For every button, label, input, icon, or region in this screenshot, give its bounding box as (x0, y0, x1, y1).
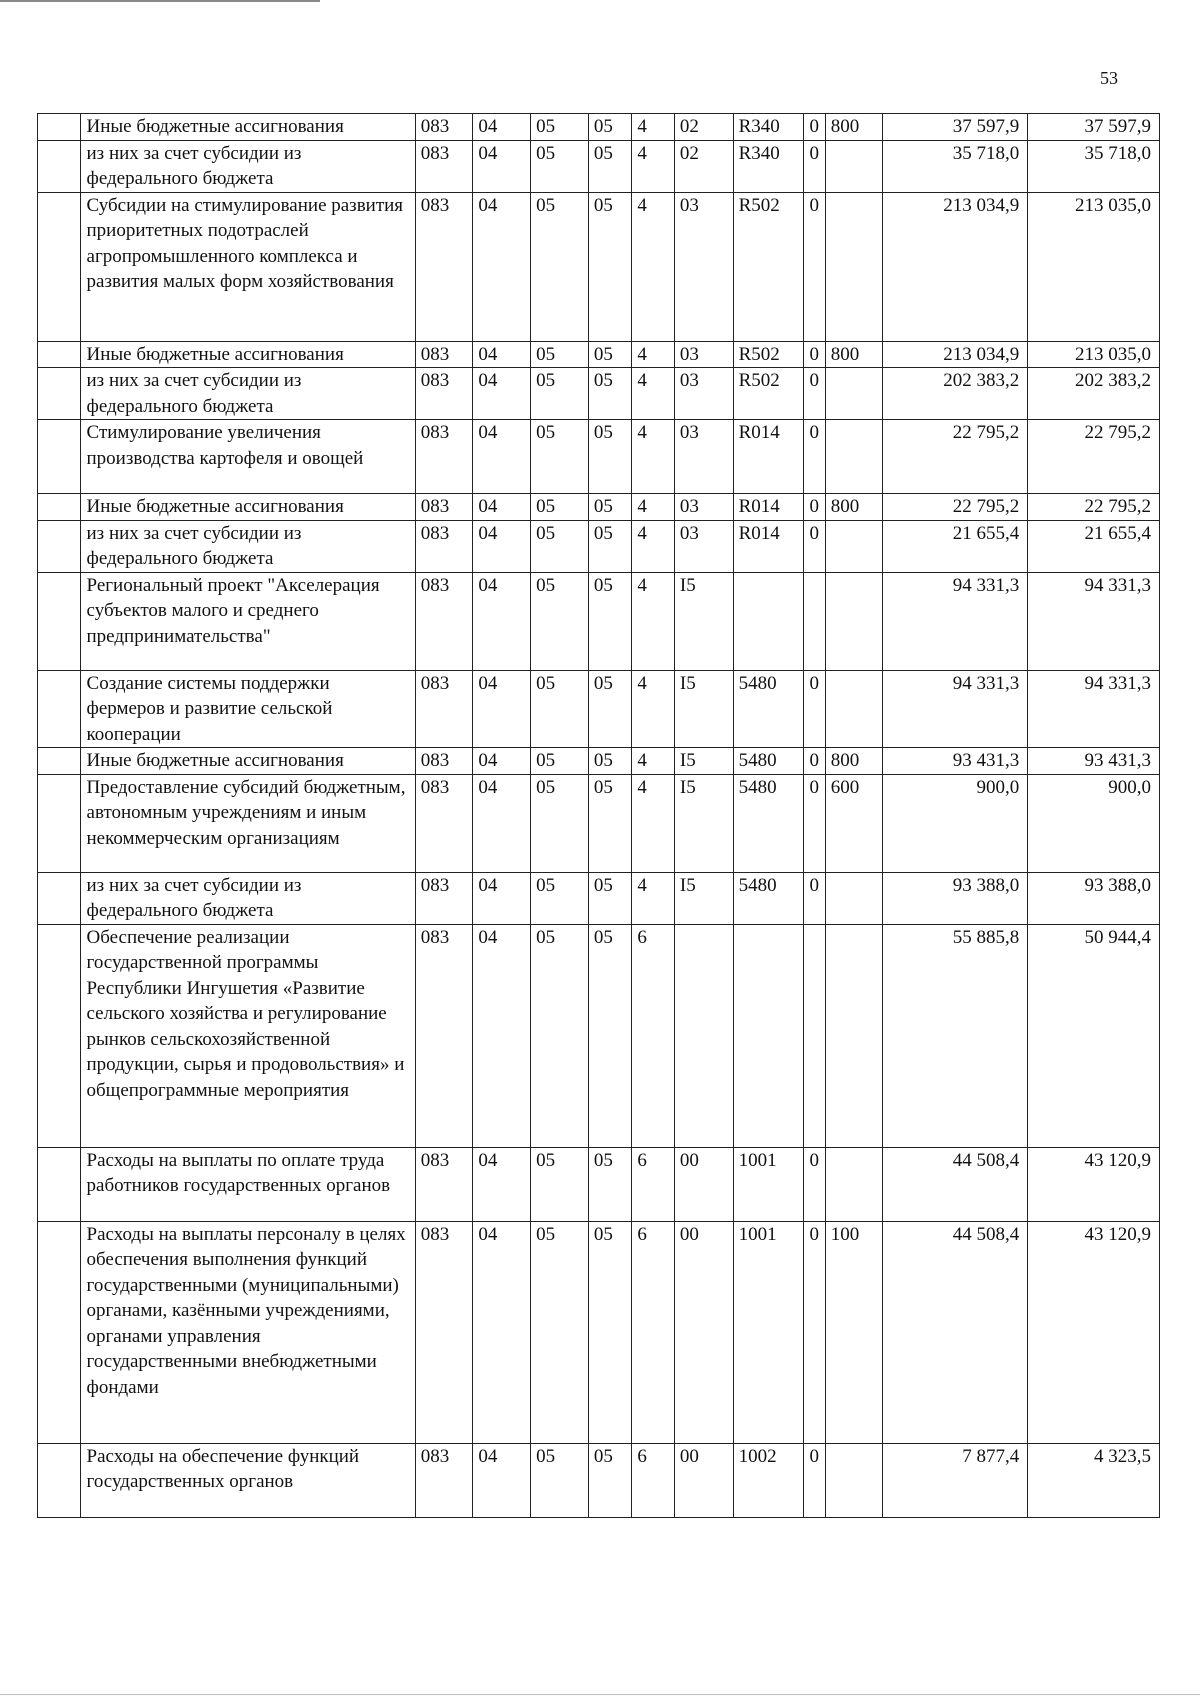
vr-code-cell (825, 1147, 883, 1221)
amount-year2-cell: 43 120,9 (1028, 1147, 1160, 1221)
gr-code-cell: 083 (415, 670, 473, 748)
expense-name-cell: Стимулирование увеличения производства картофеля и овощей (80, 420, 415, 494)
amount-year1-cell: 55 885,8 (883, 924, 1028, 1147)
pr-code-cell: 05 (531, 140, 589, 192)
row-number-cell (38, 494, 81, 521)
rz-code-cell: 04 (473, 872, 531, 924)
direction-code-cell: R502 (733, 341, 804, 368)
vr-code-cell (825, 520, 883, 572)
row-number-cell (38, 872, 81, 924)
amount-year1-cell: 7 877,4 (883, 1443, 1028, 1517)
vr-code-cell (825, 1443, 883, 1517)
amount-year1-cell: 213 034,9 (883, 192, 1028, 341)
expense-name-cell: Обеспечение реализации государственной программы Республики Ингушетия «Развитие сельского хозяйства и регулирование рынков сельскохозяйственной продукции, сырья и продовольствия» и общепрограммные мероприятия (80, 924, 415, 1147)
table-row (38, 774, 1160, 872)
pr-code-cell: 05 (531, 774, 589, 872)
sub-direction-code-cell (804, 572, 825, 670)
table-row (38, 341, 1160, 368)
event-code-cell: 02 (674, 114, 733, 141)
gr-code-cell: 083 (415, 494, 473, 521)
direction-code-cell: R014 (733, 494, 804, 521)
budget-table-body (38, 114, 1160, 1518)
vr-code-cell: 800 (825, 114, 883, 141)
program-code-cell: 05 (588, 1443, 632, 1517)
event-code-cell: 00 (674, 1147, 733, 1221)
program-code-cell: 05 (588, 114, 632, 141)
direction-code-cell: R340 (733, 140, 804, 192)
amount-year2-cell: 43 120,9 (1028, 1221, 1160, 1443)
rz-code-cell: 04 (473, 114, 531, 141)
vr-code-cell: 800 (825, 341, 883, 368)
pr-code-cell: 05 (531, 1221, 589, 1443)
gr-code-cell: 083 (415, 140, 473, 192)
program-code-cell: 05 (588, 924, 632, 1147)
pr-code-cell: 05 (531, 114, 589, 141)
table-row (38, 572, 1160, 670)
program-code-cell: 05 (588, 774, 632, 872)
gr-code-cell: 083 (415, 368, 473, 420)
rz-code-cell: 04 (473, 924, 531, 1147)
row-number-cell (38, 140, 81, 192)
amount-year2-cell: 93 431,3 (1028, 748, 1160, 775)
amount-year1-cell: 900,0 (883, 774, 1028, 872)
gr-code-cell: 083 (415, 872, 473, 924)
amount-year2-cell: 37 597,9 (1028, 114, 1160, 141)
budget-table (37, 113, 1160, 1518)
row-number-cell (38, 748, 81, 775)
gr-code-cell: 083 (415, 572, 473, 670)
subprogram-code-cell: 6 (632, 1147, 675, 1221)
rz-code-cell: 04 (473, 420, 531, 494)
amount-year1-cell: 22 795,2 (883, 494, 1028, 521)
vr-code-cell (825, 420, 883, 494)
sub-direction-code-cell: 0 (804, 420, 825, 494)
program-code-cell: 05 (588, 368, 632, 420)
program-code-cell: 05 (588, 872, 632, 924)
program-code-cell: 05 (588, 748, 632, 775)
amount-year2-cell: 213 035,0 (1028, 341, 1160, 368)
event-code-cell: I5 (674, 774, 733, 872)
gr-code-cell: 083 (415, 420, 473, 494)
table-row (38, 420, 1160, 494)
gr-code-cell: 083 (415, 1443, 473, 1517)
pr-code-cell: 05 (531, 670, 589, 748)
program-code-cell: 05 (588, 670, 632, 748)
sub-direction-code-cell: 0 (804, 1443, 825, 1517)
direction-code-cell: 5480 (733, 774, 804, 872)
table-row (38, 114, 1160, 141)
program-code-cell: 05 (588, 192, 632, 341)
rz-code-cell: 04 (473, 1443, 531, 1517)
gr-code-cell: 083 (415, 748, 473, 775)
program-code-cell: 05 (588, 572, 632, 670)
amount-year1-cell: 21 655,4 (883, 520, 1028, 572)
expense-name-cell: Расходы на выплаты персоналу в целях обеспечения выполнения функций государственными (муниципальными) органами, казёнными учреждениями, органами управления государственными внебюджетными фондами (80, 1221, 415, 1443)
subprogram-code-cell: 4 (632, 368, 675, 420)
amount-year2-cell: 4 323,5 (1028, 1443, 1160, 1517)
direction-code-cell: R502 (733, 368, 804, 420)
rz-code-cell: 04 (473, 774, 531, 872)
subprogram-code-cell: 4 (632, 670, 675, 748)
event-code-cell: 03 (674, 520, 733, 572)
program-code-cell: 05 (588, 420, 632, 494)
subprogram-code-cell: 6 (632, 1221, 675, 1443)
expense-name-cell: Иные бюджетные ассигнования (80, 114, 415, 141)
pr-code-cell: 05 (531, 872, 589, 924)
sub-direction-code-cell: 0 (804, 520, 825, 572)
vr-code-cell (825, 368, 883, 420)
expense-name-cell: из них за счет субсидии из федерального бюджета (80, 872, 415, 924)
vr-code-cell (825, 872, 883, 924)
rz-code-cell: 04 (473, 670, 531, 748)
row-number-cell (38, 774, 81, 872)
event-code-cell: 03 (674, 192, 733, 341)
sub-direction-code-cell: 0 (804, 140, 825, 192)
table-row (38, 494, 1160, 521)
amount-year1-cell: 93 431,3 (883, 748, 1028, 775)
table-row (38, 520, 1160, 572)
amount-year2-cell: 22 795,2 (1028, 420, 1160, 494)
table-row (38, 670, 1160, 748)
subprogram-code-cell: 4 (632, 140, 675, 192)
row-number-cell (38, 114, 81, 141)
direction-code-cell: 1002 (733, 1443, 804, 1517)
rz-code-cell: 04 (473, 748, 531, 775)
expense-name-cell: из них за счет субсидии из федерального бюджета (80, 368, 415, 420)
row-number-cell (38, 1221, 81, 1443)
table-row (38, 1221, 1160, 1443)
vr-code-cell (825, 140, 883, 192)
row-number-cell (38, 670, 81, 748)
subprogram-code-cell: 4 (632, 341, 675, 368)
direction-code-cell (733, 572, 804, 670)
rz-code-cell: 04 (473, 1147, 531, 1221)
program-code-cell: 05 (588, 520, 632, 572)
expense-name-cell: из них за счет субсидии из федерального бюджета (80, 520, 415, 572)
subprogram-code-cell: 4 (632, 420, 675, 494)
pr-code-cell: 05 (531, 494, 589, 521)
amount-year2-cell: 21 655,4 (1028, 520, 1160, 572)
amount-year1-cell: 37 597,9 (883, 114, 1028, 141)
table-row (38, 1147, 1160, 1221)
pr-code-cell: 05 (531, 341, 589, 368)
amount-year1-cell: 213 034,9 (883, 341, 1028, 368)
direction-code-cell: R014 (733, 420, 804, 494)
sub-direction-code-cell: 0 (804, 774, 825, 872)
vr-code-cell (825, 924, 883, 1147)
rz-code-cell: 04 (473, 520, 531, 572)
gr-code-cell: 083 (415, 1147, 473, 1221)
gr-code-cell: 083 (415, 1221, 473, 1443)
amount-year1-cell: 22 795,2 (883, 420, 1028, 494)
subprogram-code-cell: 4 (632, 114, 675, 141)
rz-code-cell: 04 (473, 368, 531, 420)
table-row (38, 748, 1160, 775)
event-code-cell: 00 (674, 1443, 733, 1517)
row-number-cell (38, 572, 81, 670)
direction-code-cell: 5480 (733, 748, 804, 775)
row-number-cell (38, 924, 81, 1147)
event-code-cell: 03 (674, 494, 733, 521)
amount-year2-cell: 94 331,3 (1028, 670, 1160, 748)
expense-name-cell: Субсидии на стимулирование развития приоритетных подотраслей агропромышленного комплекса и развития малых форм хозяйствования (80, 192, 415, 341)
pr-code-cell: 05 (531, 420, 589, 494)
sub-direction-code-cell: 0 (804, 114, 825, 141)
direction-code-cell: 1001 (733, 1147, 804, 1221)
subprogram-code-cell: 4 (632, 872, 675, 924)
rz-code-cell: 04 (473, 140, 531, 192)
row-number-cell (38, 1147, 81, 1221)
pr-code-cell: 05 (531, 748, 589, 775)
amount-year1-cell: 94 331,3 (883, 670, 1028, 748)
amount-year1-cell: 44 508,4 (883, 1221, 1028, 1443)
vr-code-cell (825, 192, 883, 341)
expense-name-cell: Расходы на выплаты по оплате труда работников государственных органов (80, 1147, 415, 1221)
sub-direction-code-cell (804, 924, 825, 1147)
sub-direction-code-cell: 0 (804, 368, 825, 420)
event-code-cell: 03 (674, 420, 733, 494)
table-row (38, 1443, 1160, 1517)
sub-direction-code-cell: 0 (804, 494, 825, 521)
row-number-cell (38, 420, 81, 494)
sub-direction-code-cell: 0 (804, 872, 825, 924)
amount-year1-cell: 35 718,0 (883, 140, 1028, 192)
vr-code-cell (825, 670, 883, 748)
rz-code-cell: 04 (473, 192, 531, 341)
program-code-cell: 05 (588, 140, 632, 192)
event-code-cell: 03 (674, 341, 733, 368)
sub-direction-code-cell: 0 (804, 670, 825, 748)
vr-code-cell: 100 (825, 1221, 883, 1443)
expense-name-cell: Иные бюджетные ассигнования (80, 494, 415, 521)
sub-direction-code-cell: 0 (804, 748, 825, 775)
row-number-cell (38, 1443, 81, 1517)
rz-code-cell: 04 (473, 494, 531, 521)
amount-year2-cell: 22 795,2 (1028, 494, 1160, 521)
expense-name-cell: из них за счет субсидии из федерального бюджета (80, 140, 415, 192)
subprogram-code-cell: 4 (632, 494, 675, 521)
expense-name-cell: Региональный проект "Акселерация субъектов малого и среднего предпринимательства" (80, 572, 415, 670)
page-number: 53 (1100, 68, 1118, 88)
program-code-cell: 05 (588, 1147, 632, 1221)
subprogram-code-cell: 4 (632, 748, 675, 775)
direction-code-cell: R502 (733, 192, 804, 341)
amount-year1-cell: 93 388,0 (883, 872, 1028, 924)
sub-direction-code-cell: 0 (804, 1147, 825, 1221)
table-row (38, 192, 1160, 341)
expense-name-cell: Иные бюджетные ассигнования (80, 341, 415, 368)
sub-direction-code-cell: 0 (804, 341, 825, 368)
gr-code-cell: 083 (415, 520, 473, 572)
subprogram-code-cell: 4 (632, 192, 675, 341)
direction-code-cell: 5480 (733, 670, 804, 748)
vr-code-cell: 600 (825, 774, 883, 872)
sub-direction-code-cell: 0 (804, 192, 825, 341)
gr-code-cell: 083 (415, 924, 473, 1147)
event-code-cell: 03 (674, 368, 733, 420)
sub-direction-code-cell: 0 (804, 1221, 825, 1443)
subprogram-code-cell: 6 (632, 924, 675, 1147)
vr-code-cell: 800 (825, 494, 883, 521)
expense-name-cell: Расходы на обеспечение функций государственных органов (80, 1443, 415, 1517)
event-code-cell: I5 (674, 572, 733, 670)
subprogram-code-cell: 4 (632, 774, 675, 872)
subprogram-code-cell: 4 (632, 520, 675, 572)
rz-code-cell: 04 (473, 341, 531, 368)
direction-code-cell (733, 924, 804, 1147)
pr-code-cell: 05 (531, 1443, 589, 1517)
subprogram-code-cell: 4 (632, 572, 675, 670)
direction-code-cell: R340 (733, 114, 804, 141)
pr-code-cell: 05 (531, 572, 589, 670)
scan-edge-mark (0, 1694, 1200, 1695)
pr-code-cell: 05 (531, 368, 589, 420)
amount-year1-cell: 94 331,3 (883, 572, 1028, 670)
scan-edge-mark (0, 0, 320, 2)
table-row (38, 140, 1160, 192)
table-row (38, 368, 1160, 420)
pr-code-cell: 05 (531, 192, 589, 341)
gr-code-cell: 083 (415, 114, 473, 141)
event-code-cell: I5 (674, 670, 733, 748)
amount-year1-cell: 44 508,4 (883, 1147, 1028, 1221)
direction-code-cell: 5480 (733, 872, 804, 924)
amount-year2-cell: 93 388,0 (1028, 872, 1160, 924)
pr-code-cell: 05 (531, 520, 589, 572)
program-code-cell: 05 (588, 1221, 632, 1443)
expense-name-cell: Иные бюджетные ассигнования (80, 748, 415, 775)
amount-year1-cell: 202 383,2 (883, 368, 1028, 420)
amount-year2-cell: 50 944,4 (1028, 924, 1160, 1147)
row-number-cell (38, 341, 81, 368)
gr-code-cell: 083 (415, 341, 473, 368)
expense-name-cell: Создание системы поддержки фермеров и развитие сельской кооперации (80, 670, 415, 748)
pr-code-cell: 05 (531, 1147, 589, 1221)
direction-code-cell: R014 (733, 520, 804, 572)
amount-year2-cell: 35 718,0 (1028, 140, 1160, 192)
program-code-cell: 05 (588, 494, 632, 521)
rz-code-cell: 04 (473, 572, 531, 670)
table-row (38, 924, 1160, 1147)
subprogram-code-cell: 6 (632, 1443, 675, 1517)
event-code-cell: I5 (674, 748, 733, 775)
amount-year2-cell: 202 383,2 (1028, 368, 1160, 420)
expense-name-cell: Предоставление субсидий бюджетным, автономным учреждениям и иным некоммерческим организациям (80, 774, 415, 872)
gr-code-cell: 083 (415, 192, 473, 341)
table-row (38, 872, 1160, 924)
gr-code-cell: 083 (415, 774, 473, 872)
row-number-cell (38, 192, 81, 341)
amount-year2-cell: 900,0 (1028, 774, 1160, 872)
program-code-cell: 05 (588, 341, 632, 368)
event-code-cell: 00 (674, 1221, 733, 1443)
amount-year2-cell: 94 331,3 (1028, 572, 1160, 670)
amount-year2-cell: 213 035,0 (1028, 192, 1160, 341)
row-number-cell (38, 368, 81, 420)
event-code-cell: I5 (674, 872, 733, 924)
direction-code-cell: 1001 (733, 1221, 804, 1443)
event-code-cell: 02 (674, 140, 733, 192)
vr-code-cell (825, 572, 883, 670)
row-number-cell (38, 520, 81, 572)
rz-code-cell: 04 (473, 1221, 531, 1443)
vr-code-cell: 800 (825, 748, 883, 775)
pr-code-cell: 05 (531, 924, 589, 1147)
event-code-cell (674, 924, 733, 1147)
